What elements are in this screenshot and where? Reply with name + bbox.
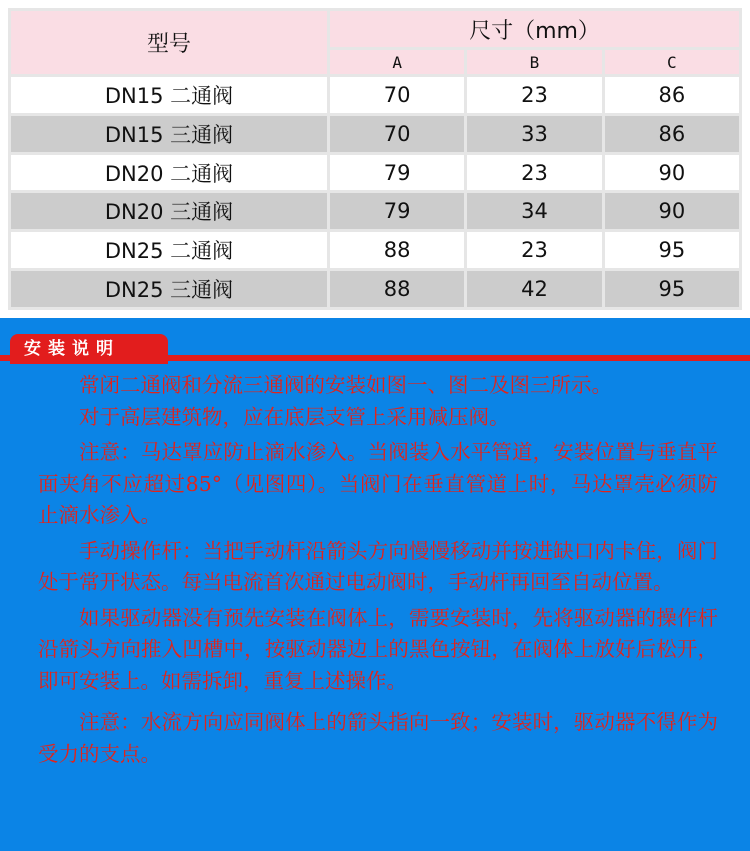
cell-b: 33	[467, 116, 601, 152]
table-row	[11, 116, 739, 152]
cell-c: 90	[605, 193, 739, 229]
note-paragraph: 手动操作杆：当把手动杆沿箭头方向慢慢移动并按进缺口内卡住，阀门处于常开状态。每当电流首次通过电动阀时，手动杆再回至自动位置。	[38, 538, 718, 594]
cell-b: 23	[467, 155, 601, 191]
cell-a: 79	[330, 193, 464, 229]
note-paragraph: 常闭二通阀和分流三通阀的安装如图一、图二及图三所示。	[79, 373, 612, 397]
cell-c: 95	[605, 271, 739, 307]
header-col-c: C	[605, 50, 739, 74]
cell-model: DN25 二通阀	[11, 232, 327, 268]
cell-a: 79	[330, 155, 464, 191]
cell-a: 70	[330, 77, 464, 113]
spec-table	[8, 8, 742, 310]
spec-table-container	[8, 8, 742, 310]
cell-b: 23	[467, 232, 601, 268]
cell-c: 86	[605, 116, 739, 152]
cell-model: DN15 三通阀	[11, 116, 327, 152]
install-instructions-panel	[0, 318, 750, 851]
cell-model: DN20 二通阀	[11, 155, 327, 191]
header-col-a: A	[330, 50, 464, 74]
cell-a: 88	[330, 271, 464, 307]
note-paragraph: 注意：水流方向应同阀体上的箭头指向一致；安装时，驱动器不得作为受力的支点。	[38, 710, 718, 766]
header-col-b: B	[467, 50, 601, 74]
section-tab-install: 安装说明	[10, 334, 168, 364]
table-row	[11, 77, 739, 113]
cell-b: 34	[467, 193, 601, 229]
cell-model: DN25 三通阀	[11, 271, 327, 307]
cell-model: DN15 二通阀	[11, 77, 327, 113]
note-paragraph: 如果驱动器没有预先安装在阀体上，需要安装时，先将驱动器的操作杆沿箭头方向推入凹槽中，按驱动器边上的黑色按钮，在阀体上放好后松开，即可安装上。如需拆卸，重复上述操作。	[38, 605, 718, 693]
cell-c: 90	[605, 155, 739, 191]
install-notes	[38, 370, 718, 770]
cell-c: 86	[605, 77, 739, 113]
header-size: 尺寸（mm）	[330, 11, 739, 47]
section-tab-bar	[0, 318, 750, 358]
cell-a: 70	[330, 116, 464, 152]
cell-model: DN20 三通阀	[11, 193, 327, 229]
cell-c: 95	[605, 232, 739, 268]
cell-b: 23	[467, 77, 601, 113]
table-row	[11, 271, 739, 307]
note-paragraph: 注意：马达罩应防止滴水渗入。当阀装入水平管道，安装位置与垂直平面夹角不应超过85°（见图四）。当阀门在垂直管道上时，马达罩壳必须防止滴水渗入。	[38, 440, 718, 527]
table-row	[11, 155, 739, 191]
table-row	[11, 232, 739, 268]
cell-a: 88	[330, 232, 464, 268]
cell-b: 42	[467, 271, 601, 307]
note-paragraph: 对于高层建筑物，应在底层支管上采用减压阀。	[79, 404, 510, 429]
header-model: 型号	[11, 11, 327, 74]
table-row	[11, 193, 739, 229]
